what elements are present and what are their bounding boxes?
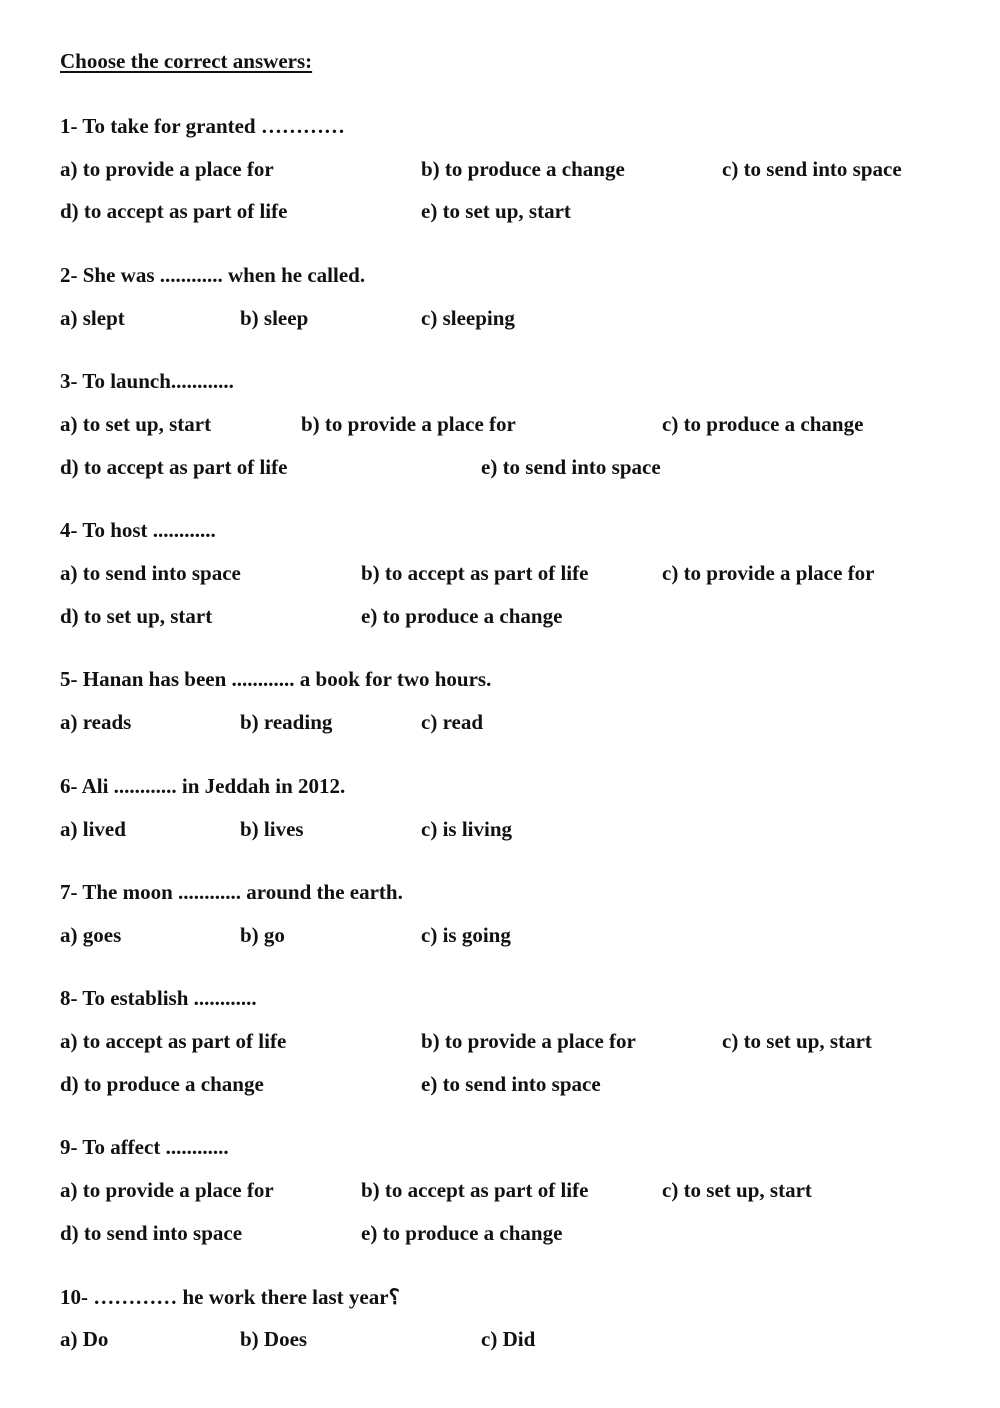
question-1-options-row-2 <box>0 196 1000 226</box>
option-c[interactable]: c) to send into space <box>722 157 902 181</box>
option-b[interactable]: b) to provide a place for <box>301 412 516 436</box>
question-3-options-row-1 <box>0 409 1000 439</box>
question-10-options-row-1 <box>0 1324 1000 1354</box>
option-c[interactable]: c) Did <box>481 1327 536 1351</box>
question-4-stem <box>0 515 1000 545</box>
option-a[interactable]: a) to send into space <box>60 561 241 585</box>
question-stem-text: 5- Hanan has been ............ a book for two hours. <box>60 667 492 691</box>
option-c[interactable]: c) sleeping <box>421 306 515 330</box>
option-b[interactable]: b) reading <box>240 710 333 734</box>
question-8-options-row-1 <box>0 1026 1000 1056</box>
option-a[interactable]: a) slept <box>60 306 125 330</box>
option-d[interactable]: d) to accept as part of life <box>60 199 288 223</box>
question-8-stem <box>0 983 1000 1013</box>
option-a[interactable]: a) to set up, start <box>60 412 212 436</box>
option-a[interactable]: a) to provide a place for <box>60 1178 274 1202</box>
question-3-stem <box>0 366 1000 396</box>
question-2-stem <box>0 260 1000 290</box>
question-6-options-row-1 <box>0 814 1000 844</box>
question-2-options-row-1 <box>0 303 1000 333</box>
option-e[interactable]: e) to send into space <box>481 455 661 479</box>
question-7-options-row-1 <box>0 920 1000 950</box>
question-1-stem <box>0 111 1000 141</box>
option-c[interactable]: c) to produce a change <box>662 412 864 436</box>
option-c[interactable]: c) to set up, start <box>662 1178 812 1202</box>
worksheet-heading: Choose the correct answers: <box>60 49 313 73</box>
option-c[interactable]: c) to provide a place for <box>662 561 875 585</box>
question-9-options-row-1 <box>0 1175 1000 1205</box>
option-c[interactable]: c) is going <box>421 923 511 947</box>
option-e[interactable]: e) to set up, start <box>421 199 571 223</box>
question-3-options-row-2 <box>0 452 1000 482</box>
question-5-stem <box>0 664 1000 694</box>
question-stem-text: 10- ………… he work there last year؟ <box>60 1285 400 1309</box>
option-b[interactable]: b) to accept as part of life <box>361 561 589 585</box>
option-a[interactable]: a) lived <box>60 817 126 841</box>
option-b[interactable]: b) to provide a place for <box>421 1029 636 1053</box>
option-e[interactable]: e) to send into space <box>421 1072 601 1096</box>
option-a[interactable]: a) reads <box>60 710 132 734</box>
option-b[interactable]: b) Does <box>240 1327 308 1351</box>
question-7-stem <box>0 877 1000 907</box>
question-stem-text: 7- The moon ............ around the earth. <box>60 880 403 904</box>
option-b[interactable]: b) to accept as part of life <box>361 1178 589 1202</box>
option-c[interactable]: c) to set up, start <box>722 1029 872 1053</box>
option-e[interactable]: e) to produce a change <box>361 1221 563 1245</box>
question-10-stem <box>0 1282 1000 1312</box>
question-stem-text: 1- To take for granted ………… <box>60 114 345 138</box>
question-4-options-row-1 <box>0 558 1000 588</box>
option-a[interactable]: a) Do <box>60 1327 109 1351</box>
question-8-options-row-2 <box>0 1069 1000 1099</box>
question-6-stem <box>0 771 1000 801</box>
question-4-options-row-2 <box>0 601 1000 631</box>
question-stem-text: 9- To affect ............ <box>60 1135 229 1159</box>
option-d[interactable]: d) to accept as part of life <box>60 455 288 479</box>
option-d[interactable]: d) to set up, start <box>60 604 213 628</box>
question-stem-text: 2- She was ............ when he called. <box>60 263 366 287</box>
question-stem-text: 8- To establish ............ <box>60 986 257 1010</box>
option-b[interactable]: b) lives <box>240 817 304 841</box>
question-stem-text: 4- To host ............ <box>60 518 216 542</box>
option-d[interactable]: d) to send into space <box>60 1221 243 1245</box>
option-c[interactable]: c) is living <box>421 817 513 841</box>
option-b[interactable]: b) go <box>240 923 285 947</box>
option-a[interactable]: a) to accept as part of life <box>60 1029 287 1053</box>
option-d[interactable]: d) to produce a change <box>60 1072 264 1096</box>
option-e[interactable]: e) to produce a change <box>361 604 563 628</box>
question-stem-text: 6- Ali ............ in Jeddah in 2012. <box>60 774 346 798</box>
question-5-options-row-1 <box>0 707 1000 737</box>
option-b[interactable]: b) sleep <box>240 306 309 330</box>
option-b[interactable]: b) to produce a change <box>421 157 625 181</box>
question-1-options-row-1 <box>0 154 1000 184</box>
option-a[interactable]: a) goes <box>60 923 122 947</box>
option-a[interactable]: a) to provide a place for <box>60 157 274 181</box>
option-c[interactable]: c) read <box>421 710 484 734</box>
question-stem-text: 3- To launch............ <box>60 369 234 393</box>
question-9-stem <box>0 1132 1000 1162</box>
question-9-options-row-2 <box>0 1218 1000 1248</box>
